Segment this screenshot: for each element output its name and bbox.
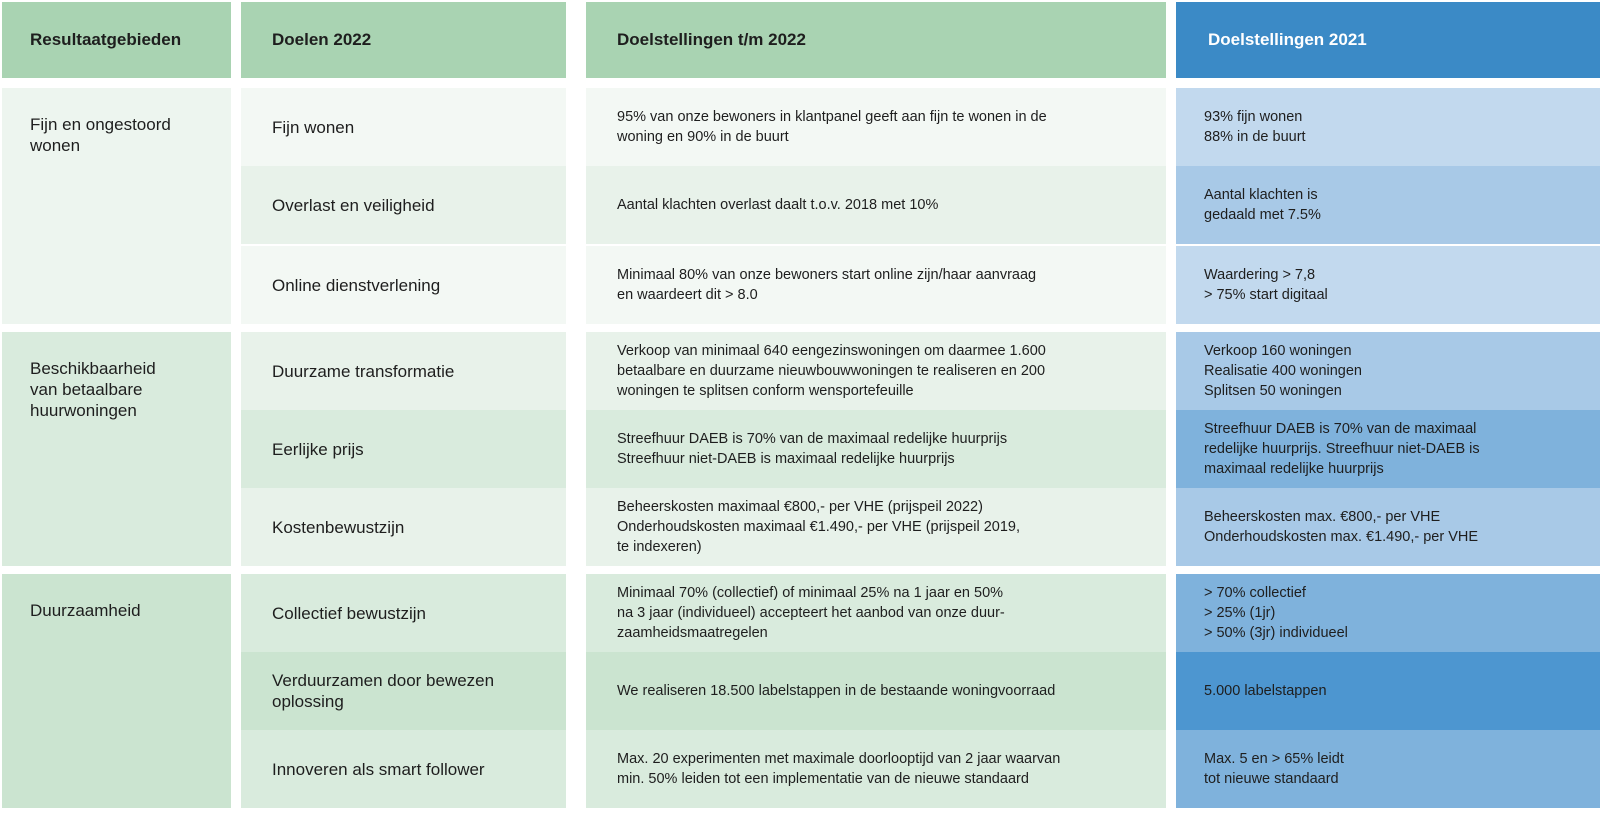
previous-online: Waardering > 7,8 > 75% start digitaal (1176, 246, 1600, 324)
target-innoveren: Max. 20 experimenten met maximale doorlooptijd van 2 jaar waarvan min. 50% leiden tot een implementatie van de nieuwe standaard (586, 730, 1166, 808)
goal-overlast: Overlast en veiligheid (241, 166, 566, 244)
header-doelstellingen-2022: Doelstellingen t/m 2022 (586, 2, 1166, 78)
header-doelen-2022: Doelen 2022 (241, 2, 566, 78)
previous-overlast: Aantal klachten is gedaald met 7.5% (1176, 166, 1600, 244)
previous-verduurzamen: 5.000 labelstappen (1176, 652, 1600, 730)
goal-verduurzamen: Verduurzamen door bewezen oplossing (241, 652, 566, 730)
previous-eerlijke-prijs: Streefhuur DAEB is 70% van de maximaal redelijke huurprijs. Streefhuur niet-DAEB is maximaal redelijke huurprijs (1176, 410, 1600, 488)
target-overlast: Aantal klachten overlast daalt t.o.v. 2018 met 10% (586, 166, 1166, 244)
previous-innoveren: Max. 5 en > 65% leidt tot nieuwe standaard (1176, 730, 1600, 808)
target-collectief-bewustzijn: Minimaal 70% (collectief) of minimaal 25% na 1 jaar en 50% na 3 jaar (individueel) accepteert het aanbod van onze duur- zaamheidsmaatregelen (586, 574, 1166, 652)
goal-eerlijke-prijs: Eerlijke prijs (241, 410, 566, 488)
previous-duurzame-transformatie: Verkoop 160 woningen Realisatie 400 woningen Splitsen 50 woningen (1176, 332, 1600, 410)
area-beschikbaarheid: Beschikbaarheid van betaalbare huurwoningen (2, 332, 231, 566)
previous-fijn-wonen: 93% fijn wonen 88% in de buurt (1176, 88, 1600, 166)
previous-kostenbewustzijn: Beheerskosten max. €800,- per VHE Onderhoudskosten max. €1.490,- per VHE (1176, 488, 1600, 566)
goal-online: Online dienstverlening (241, 246, 566, 324)
area-duurzaamheid: Duurzaamheid (2, 574, 231, 808)
target-eerlijke-prijs: Streefhuur DAEB is 70% van de maximaal redelijke huurprijs Streefhuur niet-DAEB is maximaal redelijke huurprijs (586, 410, 1166, 488)
goal-fijn-wonen: Fijn wonen (241, 88, 566, 166)
header-doelstellingen-2021: Doelstellingen 2021 (1176, 2, 1600, 78)
goal-kostenbewustzijn: Kostenbewustzijn (241, 488, 566, 566)
target-kostenbewustzijn: Beheerskosten maximaal €800,- per VHE (prijspeil 2022) Onderhoudskosten maximaal €1.490,- per VHE (prijspeil 2019, te indexeren) (586, 488, 1166, 566)
goal-duurzame-transformatie: Duurzame transformatie (241, 332, 566, 410)
previous-collectief-bewustzijn: > 70% collectief > 25% (1jr) > 50% (3jr) individueel (1176, 574, 1600, 652)
goal-collectief-bewustzijn: Collectief bewustzijn (241, 574, 566, 652)
target-duurzame-transformatie: Verkoop van minimaal 640 eengezinswoningen om daarmee 1.600 betaalbare en duurzame nieuwbouwwoningen te realiseren en 200 woningen te splitsen conform wensportefeuille (586, 332, 1166, 410)
goal-innoveren: Innoveren als smart follower (241, 730, 566, 808)
header-resultaatgebieden: Resultaatgebieden (2, 2, 231, 78)
target-fijn-wonen: 95% van onze bewoners in klantpanel geeft aan fijn te wonen in de woning en 90% in de buurt (586, 88, 1166, 166)
target-verduurzamen: We realiseren 18.500 labelstappen in de bestaande woningvoorraad (586, 652, 1166, 730)
target-online: Minimaal 80% van onze bewoners start online zijn/haar aanvraag en waardeert dit > 8.0 (586, 246, 1166, 324)
area-fijn-wonen: Fijn en ongestoord wonen (2, 88, 231, 324)
